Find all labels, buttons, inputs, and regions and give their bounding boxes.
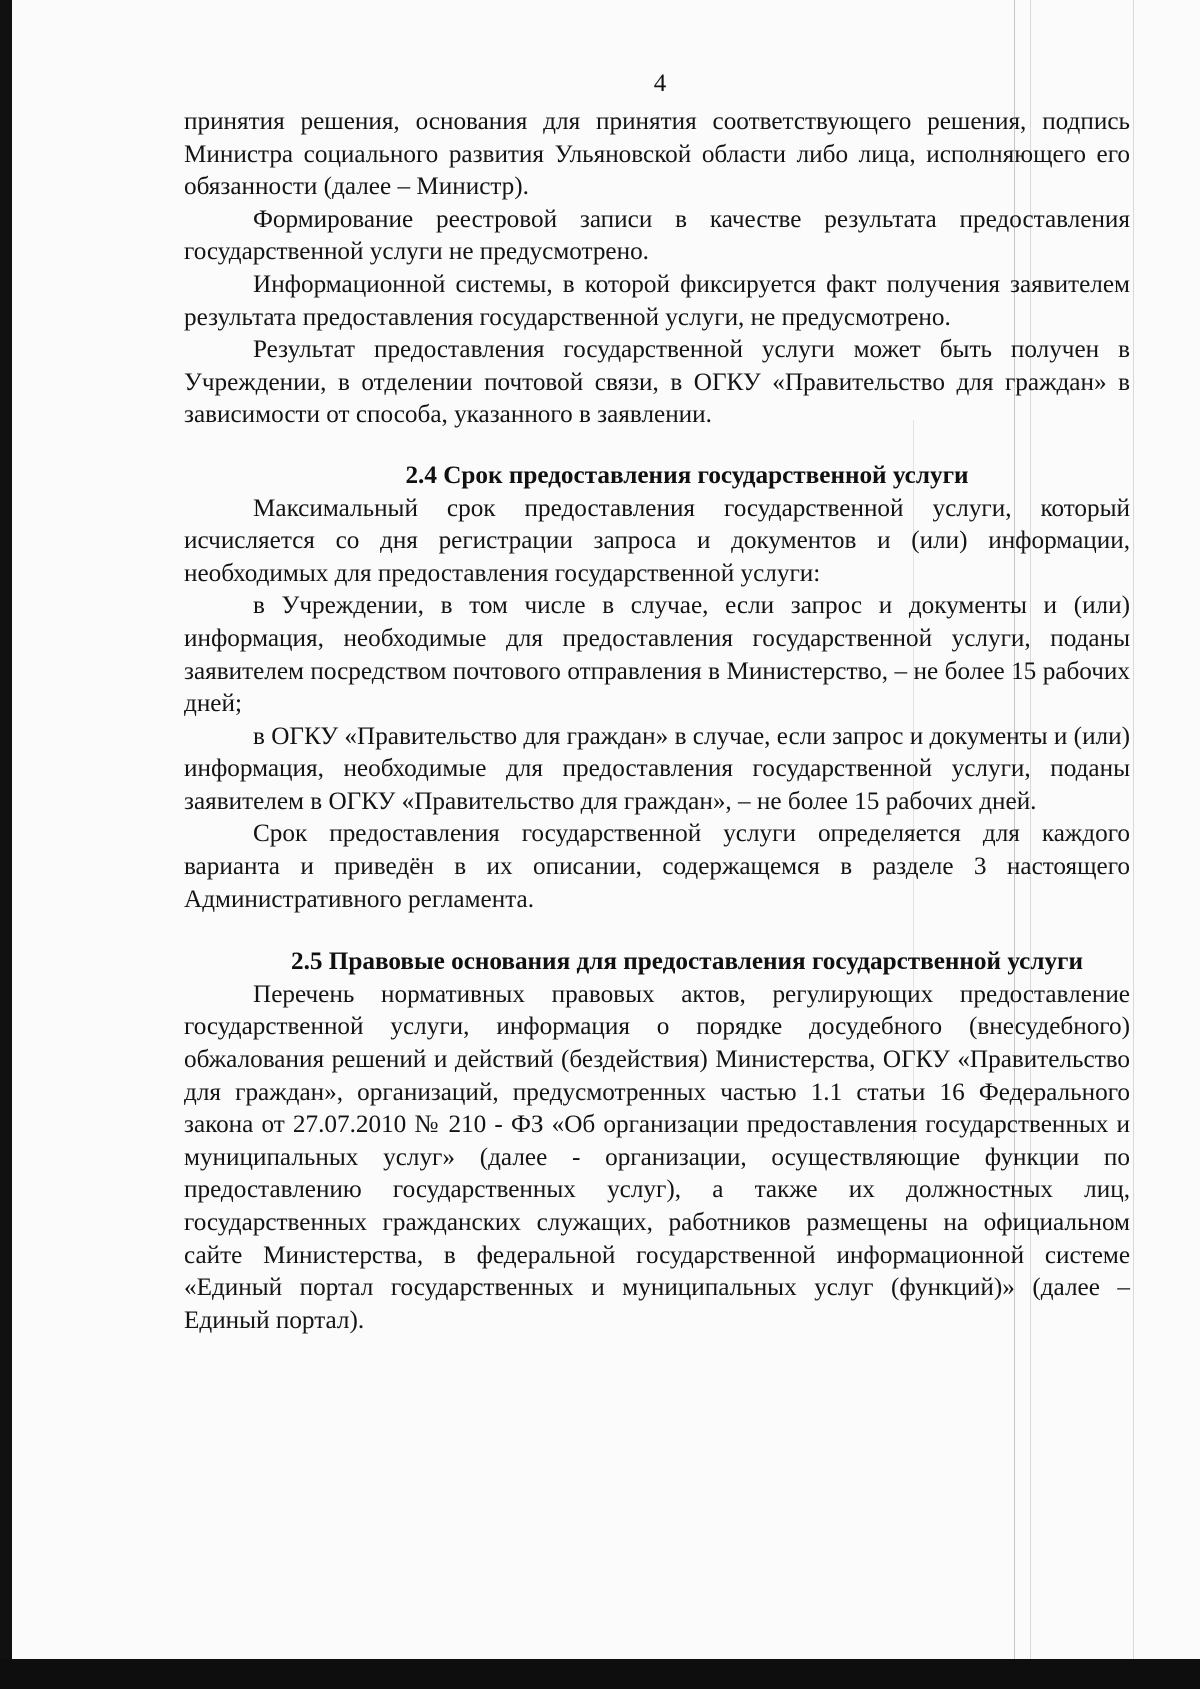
section-2-4-paragraph-4: Срок предоставления государственной услуги определяется для каждого варианта и приведён в их описании, содержащемся в разделе 3 настоящего Административного регламента. xyxy=(184,820,1130,913)
section-2-4-paragraph-1: Максимальный срок предоставления государственной услуги, который исчисляется со дня регистрации запроса и документов и (или) информации, необходимых для предоставления государственной услуги: xyxy=(184,494,1130,587)
page-number: 4 xyxy=(653,70,667,97)
scan-edge-left xyxy=(0,0,12,1689)
section-2-5-paragraph-1: Перечень нормативных правовых актов, регулирующих предоставление государственной услуги, информация о порядке досудебного (внесудебного) обжалования решений и действий (бездействия) Министерства, ОГКУ «Правительство для граждан», организаций, предусмотренных частью 1.1 статьи 16 Федерального закона от 27.07.2010 № 210 - ФЗ «Об организации предоставления государственных и муниципальных услуг» (далее - организации, осуществляющие функции по предоставлению государственных услуг), а также их должностных лиц, государственных гражданских служащих, работников размещены на официальном сайте Министерства, в федеральной государственной информационной системе «Единый портал государственных и муниципальных услуг (функций)» (далее – Единый портал). xyxy=(184,980,1130,1334)
paragraph-result-delivery: Результат предоставления государственной услуги может быть получен в Учреждении, в отделении почтовой связи, в ОГКУ «Правительство для граждан» в зависимости от способа, указанного в заявлении. xyxy=(184,336,1130,429)
paragraph-information-system: Информационной системы, в которой фиксируется факт получения заявителем результата предоставления государственной услуги, не предусмотрено. xyxy=(184,270,1130,331)
scan-artifact-line xyxy=(1133,0,1134,1660)
paragraph-registry-record: Формирование реестровой записи в качестве результата предоставления государственной услуги не предусмотрено. xyxy=(184,205,1130,266)
section-2-4-heading: 2.4 Срок предоставления государственной услуги xyxy=(405,461,969,489)
section-2-5-heading: 2.5 Правовые основания для предоставления государственной услуги xyxy=(290,948,1084,976)
section-2-4-paragraph-3: в ОГКУ «Правительство для граждан» в случае, если запрос и документы и (или) информация, необходимые для предоставления государственной услуги, поданы заявителем в ОГКУ «Правительство для граждан», – не более 15 рабочих дней. xyxy=(184,722,1130,815)
scan-edge-bottom xyxy=(0,1659,1200,1689)
document-body xyxy=(184,106,1130,1337)
section-2-4-paragraph-2: в Учреждении, в том числе в случае, если запрос и документы и (или) информация, необходимые для предоставления государственной услуги, поданы заявителем посредством почтового отправления в Министерство, – не более 15 рабочих дней; xyxy=(184,592,1130,718)
paragraph-continuation: принятия решения, основания для принятия соответствующего решения, подпись Министра социального развития Ульяновской области либо лица, исполняющего его обязанности (далее – Министр). xyxy=(184,108,1130,201)
